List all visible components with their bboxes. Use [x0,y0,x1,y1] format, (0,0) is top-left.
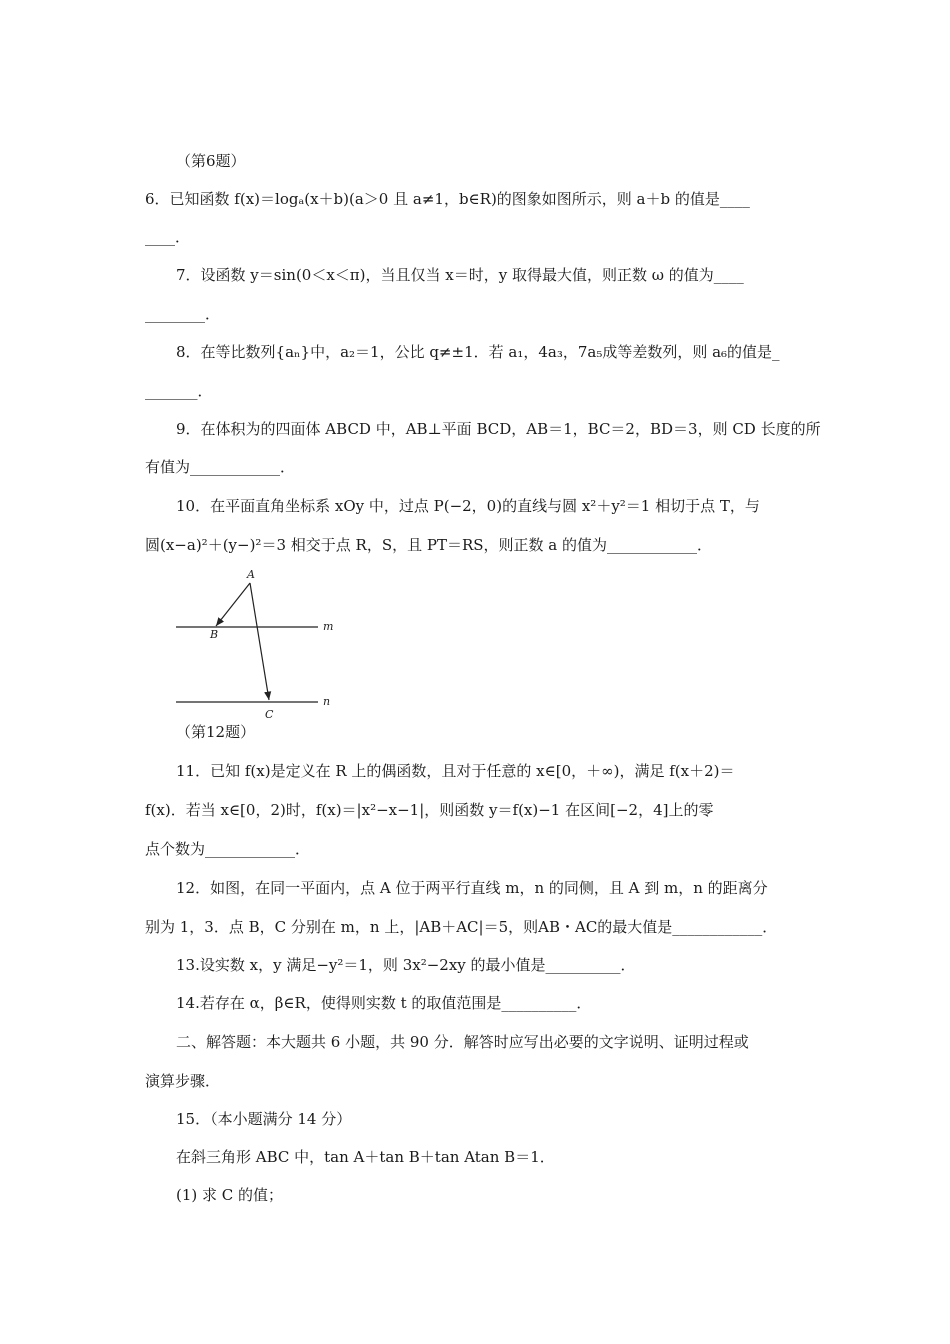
vector-AB [216,583,250,626]
label-A: A [247,568,255,581]
problem-10-line-2: 圆(x−a)²＋(y−)²＝3 相交于点 R，S，且 PT＝RS，则正数 a 的值为____________． [145,536,713,554]
problem-15-title: 15．（本小题满分 14 分） [176,1110,352,1128]
problem-9-line-1: 9．在体积为的四面体 ABCD 中，AB⊥平面 BCD，AB＝1，BC＝2，BD＝3，则 CD 长度的所 [176,420,821,438]
problem-8-line-1: 8．在等比数列{aₙ}中，a₂＝1，公比 q≠±1．若 a₁，4a₃，7a₅成等差数列，则 a₆的值是_ [176,343,780,361]
section-header-line-1: 二、解答题：本大题共 6 小题，共 90 分．解答时应写出必要的文字说明、证明过程或 [176,1033,749,1051]
problem-13: 13.设实数 x，y 满足−y²＝1，则 3x²−2xy 的最小值是__________． [176,956,636,974]
figure-12-diagram [170,566,350,726]
problem-7-line-1: 7．设函数 y＝sin(0＜x＜π)，当且仅当 x＝时，y 取得最大值，则正数 ω 的值为____ [176,266,744,284]
label-B: B [210,628,219,641]
label-n: n [323,695,331,708]
section-header-line-2: 演算步骤． [145,1072,221,1090]
problem-10-line-1: 10．在平面直角坐标系 xOy 中，过点 P(−2，0)的直线与圆 x²＋y²＝1 相切于点 T，与 [176,497,760,515]
problem-15-statement: 在斜三角形 ABC 中，tan A＋tan B＋tan Atan B＝1． [176,1148,555,1166]
label-C: C [265,708,274,721]
problem-11-line-3: 点个数为____________． [145,840,311,858]
problem-15-part-1: (1) 求 C 的值； [176,1186,284,1204]
problem-11-line-2: f(x)．若当 x∈[0，2)时，f(x)＝|x²−x−1|，则函数 y＝f(x)−1 在区间[−2，4]上的零 [145,801,714,819]
problem-6-line-1: 6．已知函数 f(x)＝logₐ(x＋b)(a＞0 且 a≠1，b∈R)的图象如图所示，则 a＋b 的值是____ [145,190,750,208]
label-m: m [323,620,334,633]
vector-AC [250,583,269,700]
problem-9-line-2: 有值为____________． [145,458,296,476]
problem-7-line-2: ________． [145,305,221,323]
problem-6-line-2: ____． [145,228,191,246]
problem-8-line-2: _______． [145,382,213,400]
caption-figure-12: （第12题） [176,723,256,741]
problem-12-line-1: 12．如图，在同一平面内，点 A 位于两平行直线 m，n 的同侧，且 A 到 m，n 的距离分 [176,879,768,897]
problem-12-line-2: 别为 1，3．点 B，C 分别在 m，n 上，|AB＋AC|＝5，则AB・AC的最大值是____________． [145,918,778,936]
caption-figure-6: （第6题） [176,152,246,170]
problem-14: 14.若存在 α，β∈R，使得则实数 t 的取值范围是__________． [176,994,592,1012]
problem-11-line-1: 11．已知 f(x)是定义在 R 上的偶函数，且对于任意的 x∈[0，＋∞)，满足 f(x＋2)＝ [176,762,735,780]
